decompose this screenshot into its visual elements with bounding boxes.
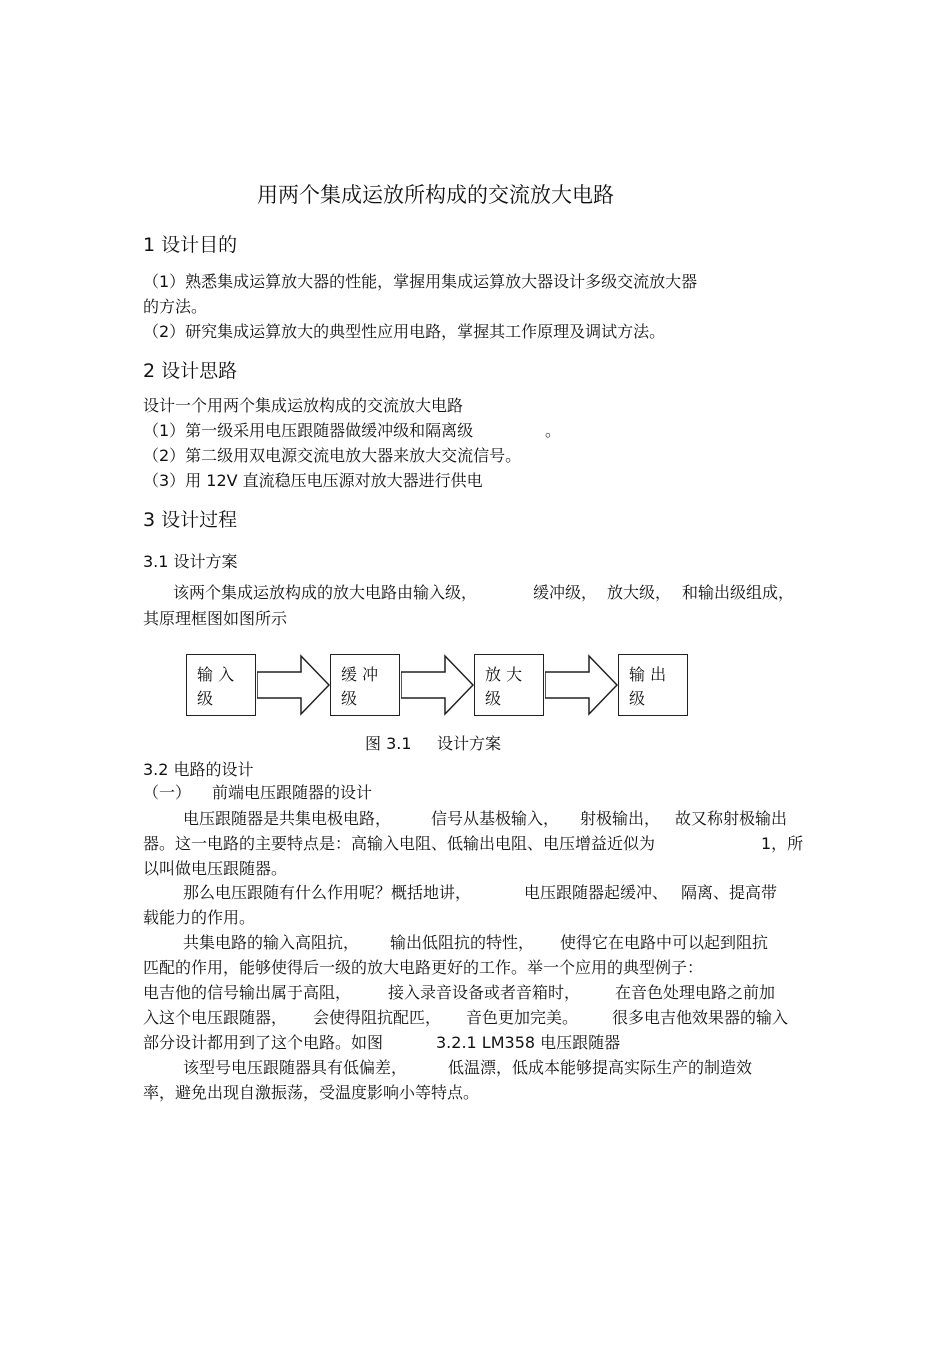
paragraph-part: 电压跟随器是共集电极电路， <box>183 809 392 828</box>
paragraph-part: 放大级， <box>607 583 672 602</box>
arrow-right-icon <box>401 654 474 716</box>
paragraph-part: 隔离、提高带 <box>681 883 778 902</box>
section-2-heading: 2 设计思路 <box>143 360 238 382</box>
paragraph-part: 接入录音设备或者音箱时， <box>388 983 581 1002</box>
diagram-box-input <box>186 654 256 716</box>
box-label: 输 出 <box>629 665 667 684</box>
section-1-heading: 1 设计目的 <box>143 234 238 256</box>
paragraph: 载能力的作用。 <box>143 908 256 927</box>
list-item: （1）第一级采用电压跟随器做缓冲级和隔离级 <box>143 421 474 440</box>
paragraph-part: 电压跟随器起缓冲、 <box>524 883 669 902</box>
document-title: 用两个集成运放所构成的交流放大电路 <box>257 183 614 207</box>
paragraph-part: 输出低阻抗的特性， <box>390 933 535 952</box>
paragraph: 设计一个用两个集成运放构成的交流放大电路 <box>143 396 464 415</box>
paragraph-part: 射极输出， <box>580 809 661 828</box>
arrow-right-icon <box>257 654 330 716</box>
box-label: 缓 冲 <box>341 665 379 684</box>
figure-caption-text: 设计方案 <box>437 734 502 753</box>
box-label: 输 入 <box>197 665 235 684</box>
paragraph-part: 器。这一电路的主要特点是：高输入电阻、低输出电阻、电压增益近似为 <box>143 834 656 853</box>
paragraph-part: 故又称射极输出 <box>675 809 788 828</box>
paragraph: 率，避免出现自激振荡，受温度影响小等特点。 <box>143 1083 480 1102</box>
diagram-box-output <box>618 654 688 716</box>
box-label: 级 <box>629 689 646 708</box>
box-label: 级 <box>197 689 214 708</box>
list-item: （3）用 12V 直流稳压电压源对放大器进行供电 <box>143 471 483 490</box>
paragraph-part: 使得它在电路中可以起到阻抗 <box>560 933 769 952</box>
diagram-box-buffer <box>330 654 400 716</box>
box-label: 放 大 <box>485 665 523 684</box>
figure-caption-number: 图 3.1 <box>365 734 412 753</box>
paragraph-part: 会使得阻抗配匹， <box>313 1008 442 1027</box>
paragraph-part: 音色更加完美。 <box>466 1008 579 1027</box>
paragraph-part: 和输出级组成， <box>682 583 795 602</box>
paragraph-part: 低温漂，低成本能够提高实际生产的制造效 <box>448 1058 753 1077</box>
paragraph: （1）熟悉集成运算放大器的性能，掌握用集成运算放大器设计多级交流放大器 <box>143 272 698 291</box>
paragraph-part: 共集电路的输入高阻抗， <box>183 933 360 952</box>
box-label: 级 <box>341 689 358 708</box>
paragraph-part: 入这个电压跟随器， <box>143 1008 288 1027</box>
paragraph-part: 很多电吉他效果器的输入 <box>612 1008 789 1027</box>
paragraph-part: 该型号电压跟随器具有低偏差， <box>183 1058 408 1077</box>
list-item: （2）第二级用双电源交流电放大器来放大交流信号。 <box>143 446 522 465</box>
paragraph-part: 该两个集成运放构成的放大电路由输入级， <box>173 583 478 602</box>
subsection-heading: 3.2 电路的设计 <box>143 760 254 779</box>
arrow-right-icon <box>545 654 618 716</box>
paragraph: 以叫做电压跟随器。 <box>143 859 288 878</box>
subsection-marker: （一） <box>143 783 192 802</box>
paragraph-part: 信号从基极输入， <box>431 809 560 828</box>
paragraph-part: 缓冲级， <box>533 583 598 602</box>
box-label: 级 <box>485 689 502 708</box>
paragraph-part: 那么电压跟随有什么作用呢？概括地讲， <box>183 883 472 902</box>
subsection-title: 前端电压跟随器的设计 <box>212 783 373 802</box>
list-item-end: 。 <box>545 421 562 440</box>
section-3-heading: 3 设计过程 <box>143 509 238 531</box>
diagram-box-amplifier <box>474 654 544 716</box>
paragraph-part: 电吉他的信号输出属于高阻， <box>143 983 352 1002</box>
paragraph: （2）研究集成运算放大的典型性应用电路，掌握其工作原理及调试方法。 <box>143 322 666 341</box>
paragraph: 的方法。 <box>143 297 208 316</box>
paragraph: 其原理框图如图所示 <box>143 609 288 628</box>
paragraph-part: 3.2.1 LM358 电压跟随器 <box>436 1033 621 1052</box>
paragraph-part: 1，所 <box>761 834 804 853</box>
paragraph: 匹配的作用，能够使得后一级的放大电路更好的工作。举一个应用的典型例子： <box>143 958 704 977</box>
paragraph-part: 在音色处理电路之前加 <box>615 983 776 1002</box>
paragraph-part: 部分设计都用到了这个电路。如图 <box>143 1033 384 1052</box>
subsection-heading: 3.1 设计方案 <box>143 552 238 571</box>
